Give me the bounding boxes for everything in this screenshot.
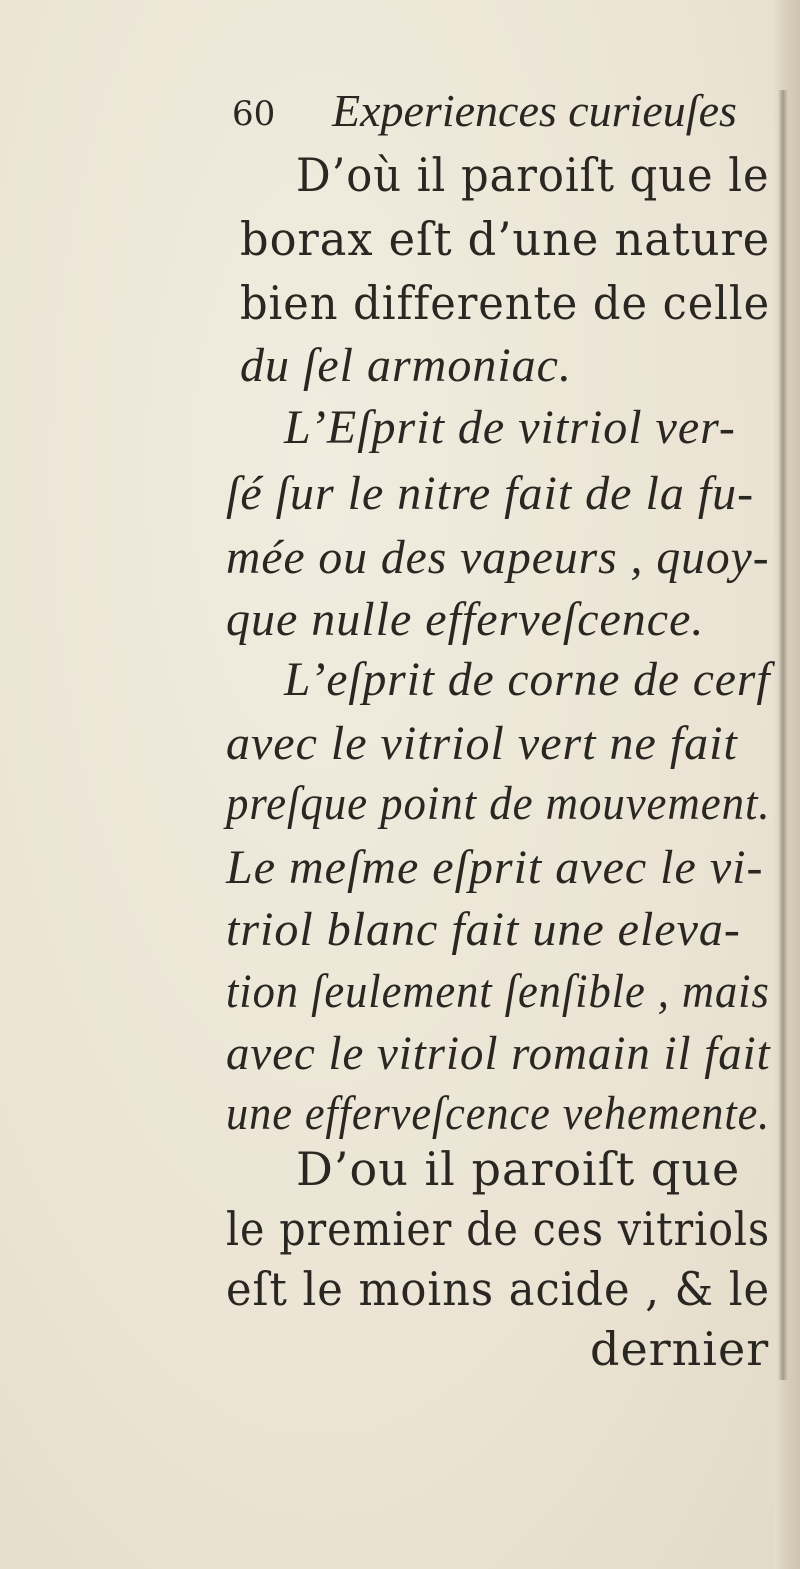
text-line-4: du ſel armoniac. xyxy=(240,339,572,392)
text-line-11: preſque point de mouvement. xyxy=(226,777,771,830)
text-line-15: avec le vitriol romain il fait xyxy=(226,1027,771,1080)
text-line-5: L’Eſprit de vitriol ver- xyxy=(284,401,736,454)
catchword: dernier xyxy=(590,1322,770,1376)
text-line-16: une efferveſcence vehemente. xyxy=(226,1087,771,1140)
text-line-7: mée ou des vapeurs , quoy- xyxy=(226,531,770,584)
text-line-19: eſt le moins acide , & le xyxy=(226,1262,771,1316)
text-line-8: que nulle efferveſcence. xyxy=(226,593,705,646)
page-header xyxy=(232,78,752,138)
text-line-6: ſé ſur le nitre fait de la fu- xyxy=(226,467,755,520)
text-line-9: L’eſprit de corne de cerf xyxy=(284,653,771,706)
running-head: Experiences curieuſes xyxy=(332,85,737,136)
text-line-14: tion ſeulement ſenſible , mais xyxy=(226,965,770,1018)
gutter-shadow xyxy=(778,90,788,1380)
text-line-12: Le meſme eſprit avec le vi- xyxy=(226,841,764,894)
text-line-2: borax eſt d’une nature xyxy=(240,212,771,266)
text-line-1: D’où il paroiſt que le xyxy=(296,148,770,202)
text-line-3: bien differente de celle xyxy=(240,276,771,330)
text-line-13: triol blanc fait une eleva- xyxy=(226,903,741,956)
text-line-10: avec le vitriol vert ne fait xyxy=(226,717,738,770)
text-line-17: D’ou il paroiſt que xyxy=(296,1142,741,1196)
page-number: 60 xyxy=(232,94,276,134)
text-line-18: le premier de ces vitriols xyxy=(226,1202,770,1256)
